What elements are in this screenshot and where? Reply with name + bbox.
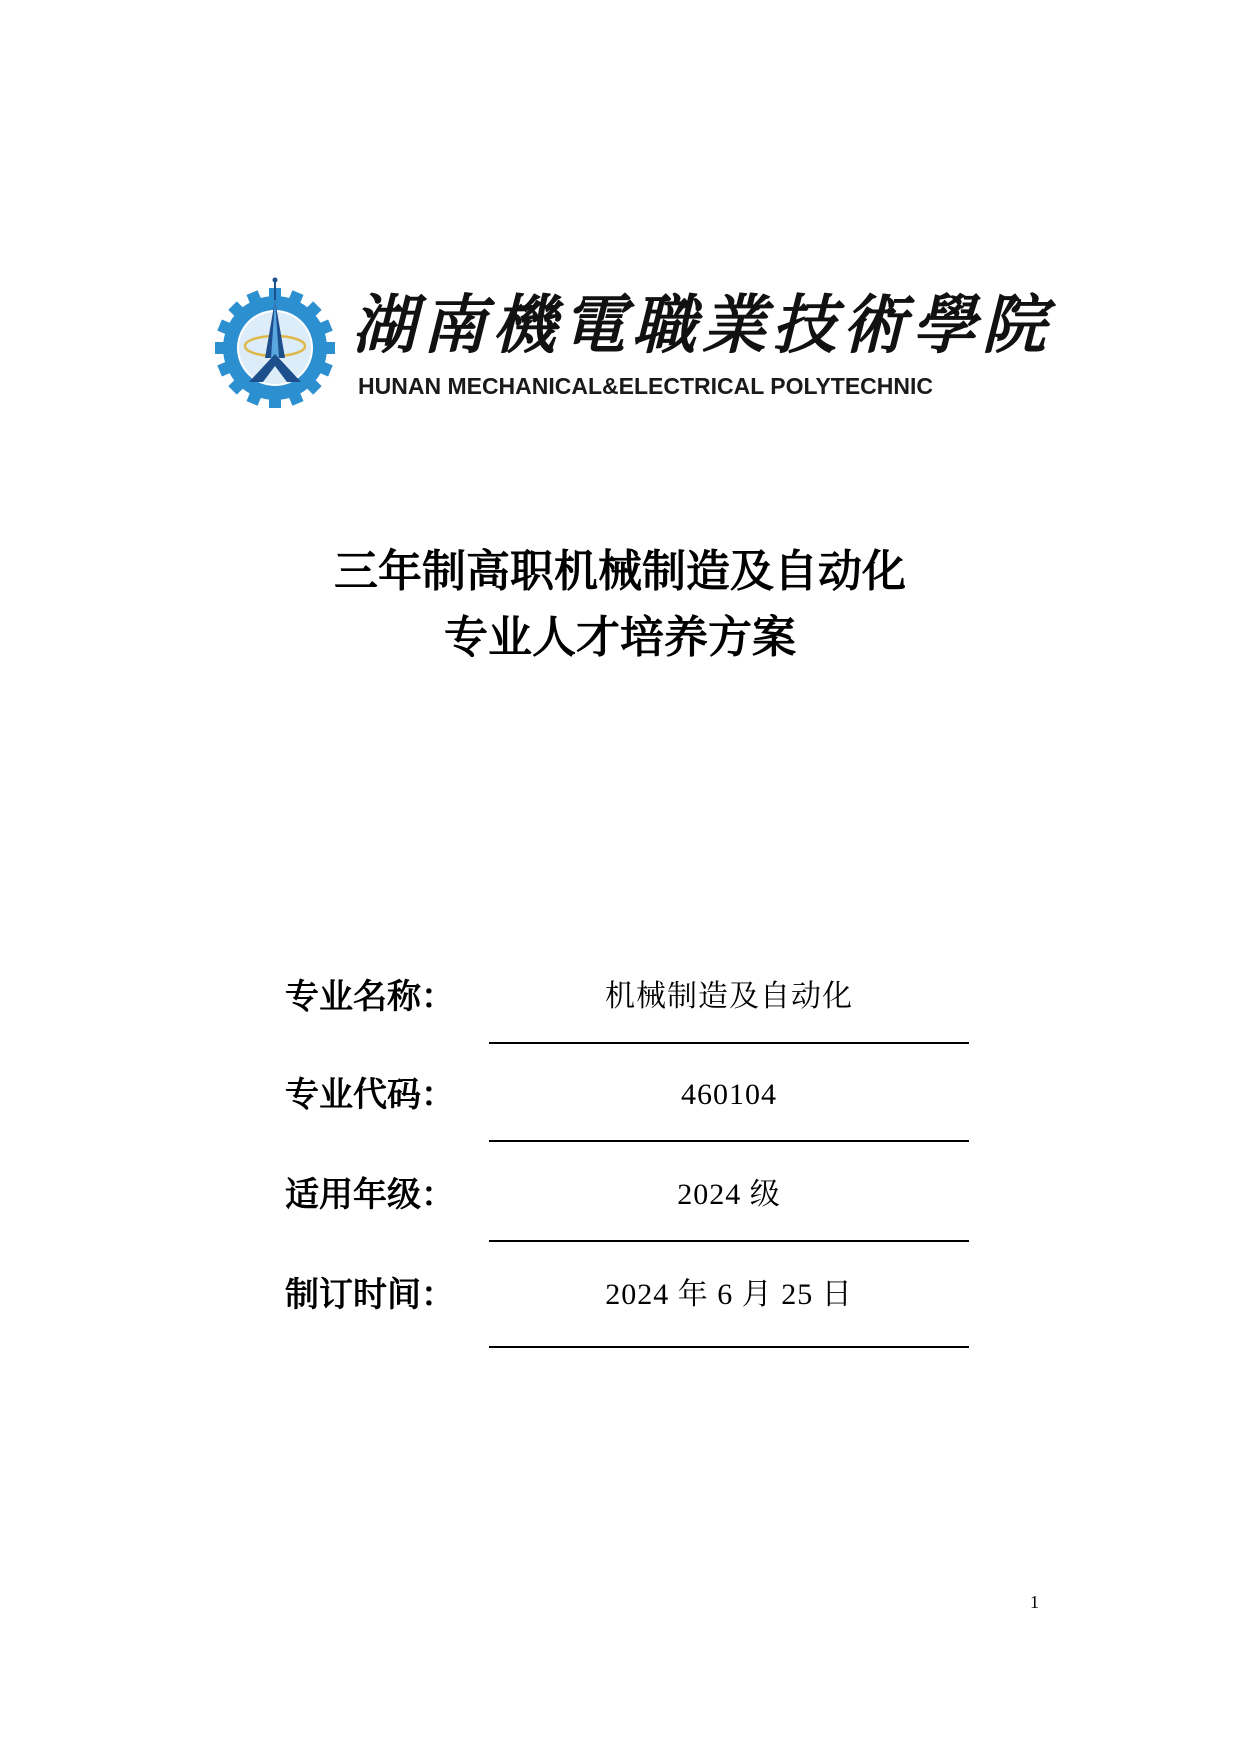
institution-name-en: HUNAN MECHANICAL&ELECTRICAL POLYTECHNIC bbox=[358, 373, 934, 399]
field-value: 机械制造及自动化 bbox=[605, 980, 853, 1013]
document-title bbox=[0, 546, 1240, 663]
field-applicable-grade bbox=[285, 1175, 985, 1258]
institution-logo bbox=[212, 268, 1052, 408]
field-label: 制订时间： bbox=[285, 1275, 455, 1315]
field-label: 专业名称： bbox=[285, 977, 455, 1017]
field-revision-date bbox=[285, 1275, 985, 1358]
field-value: 2024 级 bbox=[677, 1178, 781, 1211]
field-major-name bbox=[285, 977, 985, 1060]
field-label: 适用年级： bbox=[285, 1175, 455, 1215]
title-line-2: 专业人才培养方案 bbox=[444, 612, 796, 663]
gear-tower-emblem-icon bbox=[212, 268, 338, 408]
field-major-code bbox=[285, 1075, 985, 1158]
page-number: 1 bbox=[1030, 1592, 1039, 1612]
underline bbox=[489, 1346, 969, 1348]
underline bbox=[489, 1140, 969, 1142]
field-label: 专业代码： bbox=[285, 1075, 455, 1115]
field-value: 460104 bbox=[681, 1078, 777, 1111]
field-value: 2024 年 6 月 25 日 bbox=[605, 1278, 853, 1311]
institution-name-cn: 湖南機電職業技術學院 bbox=[352, 288, 1052, 363]
title-line-1: 三年制高职机械制造及自动化 bbox=[334, 546, 906, 597]
underline bbox=[489, 1042, 969, 1044]
underline bbox=[489, 1240, 969, 1242]
